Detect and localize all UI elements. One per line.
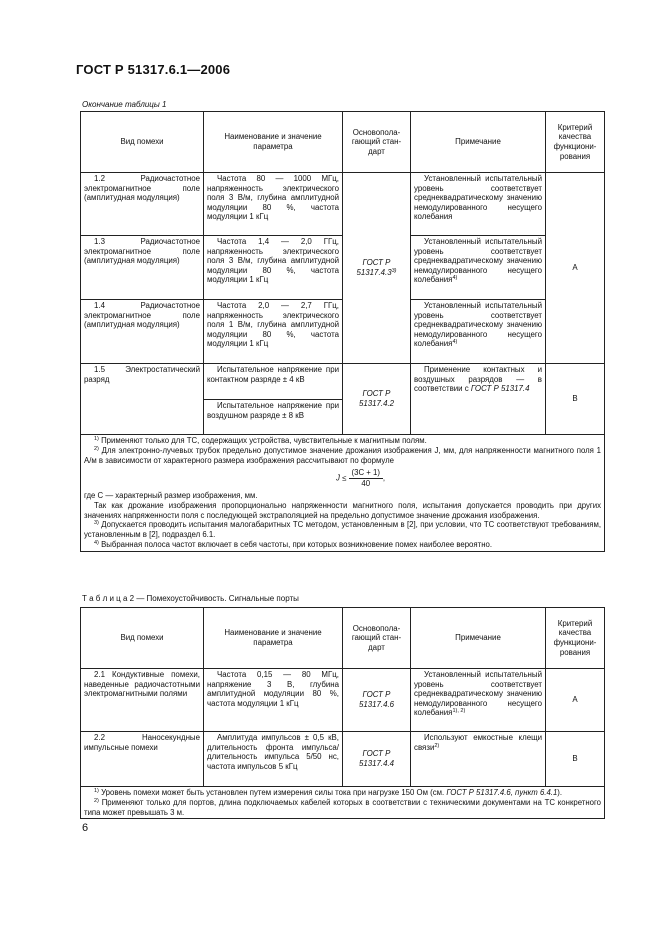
footnote-text: где C — характерный размер изображения, мм. bbox=[84, 490, 258, 500]
note-text: Применение контактных и воздушных разрядов — в соответствии с bbox=[414, 365, 542, 394]
cell-param: Частота 1,4 — 2,0 ГГц, напряженность электрического поля 3 В/м, глубина амплитудной модуляции 80 %, частота модуляции 1 кГц bbox=[204, 236, 343, 300]
formula-fraction bbox=[349, 468, 386, 489]
cell-note bbox=[411, 732, 546, 787]
cell-note bbox=[411, 300, 546, 364]
cell-type: 1.4 Радиочастотное электромагнитное поле (амплитудная модуляция) bbox=[81, 300, 204, 364]
col-header-type: Вид помехи bbox=[81, 112, 204, 173]
cell-note bbox=[411, 669, 546, 732]
col-header-note: Примечание bbox=[411, 112, 546, 173]
footnote-text: Так как дрожание изображения пропорционально напряженности магнитного поля, испытания допускается проводить при других значениях напряженности поля с последующей экстраполяцией на предельно допустимое значение дрожания изображения. bbox=[84, 500, 601, 520]
cell-type: 1.2 Радиочастотное электромагнитное поле (амплитудная модуляция) bbox=[81, 173, 204, 236]
note-footnote-mark: 2) bbox=[434, 742, 440, 749]
formula-lhs: J ≤ bbox=[336, 473, 347, 483]
note-reference: ГОСТ Р 51317.4 bbox=[470, 384, 530, 394]
footnote-mark: 1) bbox=[94, 436, 99, 442]
footnote-text: Для электронно-лучевых трубок предельно допустимое значение дрожания изображения J, мм, для напряженности магнитного поля 1 А/м в зависимости от характерного размера изображения рассчитывают по формуле bbox=[84, 445, 601, 465]
table1 bbox=[80, 111, 605, 552]
table-row bbox=[81, 732, 605, 787]
document-header: ГОСТ Р 51317.6.1—2006 bbox=[76, 62, 231, 77]
cell-std: ГОСТ Р 51317.4.6 bbox=[343, 669, 411, 732]
cell-param: Частота 2,0 — 2,7 ГГц, напряженность электрического поля 1 В/м, глубина амплитудной модуляции 80 %, частота модуляции 1 кГц bbox=[204, 300, 343, 364]
footnote-reference: ГОСТ Р 51317.4.6, пункт 6.4.1 bbox=[446, 788, 558, 797]
cell-std-group bbox=[343, 173, 411, 364]
formula-denominator: 40 bbox=[361, 479, 371, 489]
cell-type: 1.3 Радиочастотное электромагнитное поле (амплитудная модуляция) bbox=[81, 236, 204, 300]
footnote-text: Выбранная полоса частот включает в себя частоты, при которых возникновение помех наиболее вероятно. bbox=[101, 539, 492, 549]
table1-notes-row bbox=[81, 435, 605, 552]
col-header-note: Примечание bbox=[411, 608, 546, 669]
note-footnote-mark: 1), 2) bbox=[452, 708, 466, 715]
footnote-text: Допускается проводить испытания малогабаритных ТС методом, установленным в [2], при условии, что ТС соответствуют требованиям, установленным в [2], подраздел 6.1. bbox=[84, 520, 601, 540]
footnote bbox=[84, 520, 601, 540]
cell-type: 1.5 Электростатический разряд bbox=[81, 364, 204, 435]
std-text: ГОСТ Р 51317.4.3 bbox=[356, 258, 392, 277]
table2-footnotes bbox=[81, 787, 605, 819]
table-row bbox=[81, 173, 605, 236]
col-header-criterion: Критерий качества функциони-рования bbox=[546, 608, 605, 669]
note-text: Используют емкостные клещи связи bbox=[414, 733, 542, 752]
table2-header-row bbox=[81, 608, 605, 669]
cell-criterion-group: А bbox=[546, 173, 605, 364]
footnote-text: Применяют только для портов, длина подключаемых кабелей которых в соответствии с техническими документами на ТС конкретного типа может превышать 3 м. bbox=[84, 797, 601, 817]
footnote bbox=[84, 798, 601, 818]
table-row bbox=[81, 364, 605, 400]
col-header-std: Основопола-гающий стан-дарт bbox=[343, 112, 411, 173]
footnote bbox=[84, 540, 601, 550]
footnote-mark: 4) bbox=[94, 539, 99, 546]
footnote-mark: 2) bbox=[94, 797, 99, 804]
cell-type: 2.2 Наносекундные импульсные помехи bbox=[81, 732, 204, 787]
footnote bbox=[84, 446, 601, 466]
cell-criterion: В bbox=[546, 732, 605, 787]
cell-criterion: А bbox=[546, 669, 605, 732]
cell-type: 2.1 Кондуктивные помехи, наведенные радиочастотными электромагнитными полями bbox=[81, 669, 204, 732]
cell-param: Испытательное напряжение при воздушном разряде ± 8 кВ bbox=[204, 400, 343, 435]
note-footnote-mark: 4) bbox=[452, 339, 458, 346]
footnote bbox=[84, 436, 601, 446]
cell-criterion: В bbox=[546, 364, 605, 435]
table2-notes-row bbox=[81, 787, 605, 819]
note-footnote-mark: 4) bbox=[452, 275, 458, 282]
footnote bbox=[84, 788, 601, 798]
table2-caption bbox=[82, 594, 299, 603]
footnote-text: ). bbox=[557, 788, 563, 797]
formula-numerator: (3C + 1) bbox=[349, 468, 383, 479]
cell-note: Установленный испытательный уровень соответствует среднеквадратическому значению немодулированного несущего колебания bbox=[411, 173, 546, 236]
cell-param: Частота 80 — 1000 МГц, напряженность электрического поля 3 В/м, глубина амплитудной модуляции 80 %, частота модуляции 1 кГц bbox=[204, 173, 343, 236]
col-header-type: Вид помехи bbox=[81, 608, 204, 669]
col-header-std: Основопола-гающий стан-дарт bbox=[343, 608, 411, 669]
cell-param: Частота 0,15 — 80 МГц, напряжение 3 В, глубина амплитудной модуляции 80 %, частота модуляции 1 кГц bbox=[204, 669, 343, 732]
formula-end: , bbox=[382, 473, 386, 483]
note-text: Установленный испытательный уровень соответствует среднеквадратическому значению немодулированного несущего колебания bbox=[414, 301, 542, 349]
col-header-criterion: Критерий качества функциони-рования bbox=[546, 112, 605, 173]
footnote-text: Уровень помехи может быть установлен путем измерения силы тока при нагрузке 150 Ом (см. bbox=[101, 788, 447, 797]
footnote-mark: 1) bbox=[94, 788, 99, 794]
table-row bbox=[81, 669, 605, 732]
page-number: 6 bbox=[82, 822, 89, 834]
table2-caption-label: Т а б л и ц а 2 bbox=[82, 594, 135, 603]
cell-std: ГОСТ Р 51317.4.2 bbox=[343, 364, 411, 435]
cell-param: Испытательное напряжение при контактном разряде ± 4 кВ bbox=[204, 364, 343, 400]
cell-note bbox=[411, 364, 546, 435]
cell-note bbox=[411, 236, 546, 300]
table2 bbox=[80, 607, 605, 819]
col-header-param: Наименование и значение параметра bbox=[204, 112, 343, 173]
table2-caption-title: — Помехоустойчивость. Сигнальные порты bbox=[134, 594, 299, 603]
footnote-mark: 2) bbox=[94, 445, 99, 452]
formula bbox=[84, 468, 601, 489]
table1-header-row bbox=[81, 112, 605, 173]
note-text: Установленный испытательный уровень соответствует среднеквадратическому значению немодулированного несущего колебания bbox=[414, 670, 542, 718]
std-footnote-mark: 3) bbox=[391, 268, 397, 274]
footnote-mark: 3) bbox=[94, 520, 99, 527]
col-header-param: Наименование и значение параметра bbox=[204, 608, 343, 669]
cell-param: Амплитуда импульсов ± 0,5 кВ, длительность фронта импульса/длительность импульса 5/50 нс, частота импульсов 5 кГц bbox=[204, 732, 343, 787]
footnote-text: Применяют только для ТС, содержащих устройства, чувствительные к магнитным полям. bbox=[101, 436, 427, 445]
cell-std: ГОСТ Р 51317.4.4 bbox=[343, 732, 411, 787]
note-text: Установленный испытательный уровень соответствует среднеквадратическому значению немодулированного несущего колебания bbox=[414, 237, 542, 285]
table1-caption: Окончание таблицы 1 bbox=[82, 100, 167, 109]
table1-footnotes bbox=[81, 435, 605, 552]
